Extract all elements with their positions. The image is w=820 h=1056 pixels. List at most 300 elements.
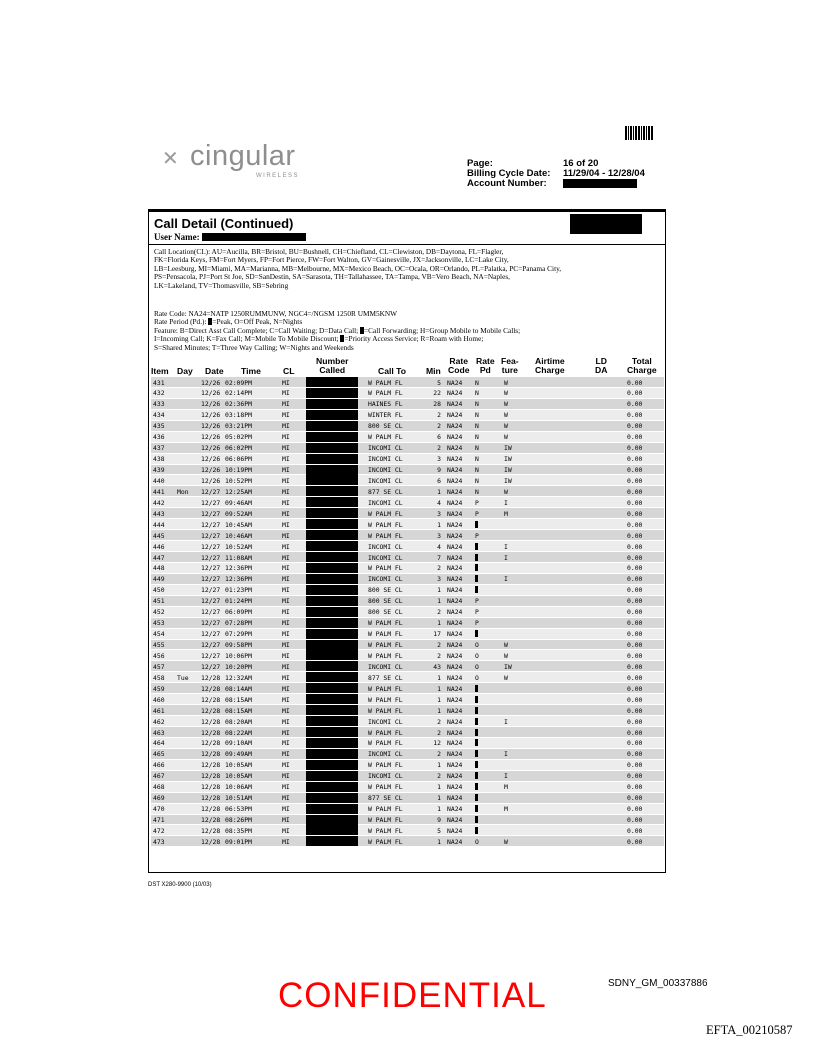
minutes-cell: 2 bbox=[437, 651, 441, 660]
location-cell: MI bbox=[282, 816, 290, 824]
item-cell: 451 bbox=[153, 597, 165, 606]
rate-period-cell: N bbox=[475, 389, 479, 398]
rate-code-cell: NA24 bbox=[447, 509, 463, 518]
item-cell: 472 bbox=[153, 826, 165, 835]
rate-code-cell: NA24 bbox=[447, 411, 463, 420]
table-row bbox=[151, 749, 664, 760]
item-cell: 469 bbox=[153, 794, 165, 803]
brand-sub: WIRELESS bbox=[256, 173, 300, 179]
feature-text-3: S=Shared Minutes; T=Three Way Calling; W=Nights and Weekends bbox=[154, 342, 354, 352]
rate-period-cell: N bbox=[475, 411, 479, 420]
rate-code-cell: NA24 bbox=[447, 455, 463, 464]
date-cell: 12/27 bbox=[201, 564, 221, 573]
date-cell: 12/26 bbox=[201, 400, 221, 409]
date-cell: 12/28 bbox=[201, 706, 221, 715]
date-cell: 12/26 bbox=[201, 378, 221, 387]
time-cell: 10:05AM bbox=[225, 761, 252, 770]
table-row bbox=[151, 825, 664, 836]
total-charge-cell: 0.00 bbox=[627, 651, 643, 660]
table-row bbox=[151, 454, 664, 465]
item-cell: 457 bbox=[153, 662, 165, 671]
date-cell: 12/28 bbox=[201, 695, 221, 704]
item-cell: 441 bbox=[153, 487, 165, 496]
table-row bbox=[151, 574, 664, 585]
total-charge-cell: 0.00 bbox=[627, 837, 643, 846]
feature-cell: I bbox=[504, 772, 508, 781]
item-cell: 460 bbox=[153, 695, 165, 704]
date-cell: 12/28 bbox=[201, 739, 221, 748]
table-row bbox=[151, 727, 664, 738]
item-cell: 445 bbox=[153, 531, 165, 540]
item-cell: 453 bbox=[153, 619, 165, 628]
call-to-cell: W PALM FL bbox=[368, 520, 403, 529]
item-cell: 473 bbox=[153, 837, 165, 846]
rate-code-cell: NA24 bbox=[447, 575, 463, 584]
time-cell: 02:14PM bbox=[225, 389, 252, 398]
rate-code-cell: NA24 bbox=[447, 651, 463, 660]
total-charge-cell: 0.00 bbox=[627, 597, 643, 606]
number-called-redaction bbox=[306, 782, 358, 792]
call-to-cell: INCOMI CL bbox=[368, 466, 403, 474]
user-name-redaction bbox=[202, 233, 306, 241]
call-to-cell: INCOMI CL bbox=[368, 476, 403, 485]
location-cell: MI bbox=[282, 651, 290, 660]
minutes-cell: 2 bbox=[437, 728, 441, 737]
time-cell: 12:36PM bbox=[225, 564, 252, 573]
table-row bbox=[151, 585, 664, 596]
total-charge-cell: 0.00 bbox=[627, 476, 643, 485]
date-cell: 12/28 bbox=[201, 761, 221, 770]
number-called-redaction bbox=[306, 825, 358, 835]
rate-code-cell: NA24 bbox=[447, 466, 463, 474]
rate-code-cell: NA24 bbox=[447, 444, 463, 453]
feature-cell: W bbox=[504, 400, 508, 409]
col-total: Total Charge bbox=[627, 356, 657, 375]
date-cell: 12/28 bbox=[201, 805, 221, 814]
table-row bbox=[151, 475, 664, 486]
item-cell: 467 bbox=[153, 772, 165, 781]
number-called-redaction bbox=[306, 705, 358, 715]
date-cell: 12/27 bbox=[201, 509, 221, 518]
table-row bbox=[151, 443, 664, 454]
feature-cell: I bbox=[504, 575, 508, 584]
minutes-cell: 1 bbox=[437, 706, 441, 715]
item-cell: 461 bbox=[153, 706, 165, 715]
date-cell: 12/27 bbox=[201, 487, 221, 496]
time-cell: 08:35PM bbox=[225, 826, 252, 835]
rate-period-cell: N bbox=[475, 487, 479, 496]
day-cell: Mon bbox=[177, 487, 189, 496]
call-to-cell: W PALM FL bbox=[368, 641, 403, 649]
rate-period-cell bbox=[475, 750, 478, 758]
number-called-redaction bbox=[306, 585, 358, 595]
feature-cell: W bbox=[504, 651, 508, 660]
time-cell: 10:52AM bbox=[225, 542, 252, 551]
location-cell: MI bbox=[282, 378, 290, 387]
item-cell: 450 bbox=[153, 586, 165, 595]
number-called-redaction bbox=[306, 563, 358, 573]
rate-period-cell: P bbox=[475, 619, 479, 628]
time-cell: 10:06AM bbox=[225, 783, 252, 792]
rate-period-cell: N bbox=[475, 455, 479, 464]
total-charge-cell: 0.00 bbox=[627, 520, 643, 529]
time-cell: 09:58PM bbox=[225, 641, 252, 649]
table-header bbox=[149, 357, 665, 377]
time-cell: 09:01PM bbox=[225, 837, 252, 846]
table-row bbox=[151, 410, 664, 421]
time-cell: 12:25AM bbox=[225, 487, 252, 496]
billing-info bbox=[467, 159, 645, 189]
table-row bbox=[151, 563, 664, 574]
rate-period-cell bbox=[475, 827, 478, 835]
number-called-redaction bbox=[306, 432, 358, 442]
time-cell: 10:52PM bbox=[225, 476, 252, 485]
call-to-cell: W PALM FL bbox=[368, 378, 403, 387]
table-row bbox=[151, 705, 664, 716]
col-feature: Fea- ture bbox=[501, 356, 519, 375]
location-cell: MI bbox=[282, 662, 290, 671]
minutes-cell: 12 bbox=[433, 739, 441, 748]
date-cell: 12/27 bbox=[201, 498, 221, 507]
table-row bbox=[151, 661, 664, 672]
minutes-cell: 1 bbox=[437, 619, 441, 628]
item-cell: 456 bbox=[153, 651, 165, 660]
minutes-cell: 1 bbox=[437, 673, 441, 682]
rate-period-cell: N bbox=[475, 433, 479, 442]
time-cell: 01:24PM bbox=[225, 597, 252, 606]
item-cell: 463 bbox=[153, 728, 165, 737]
rate-code-cell: NA24 bbox=[447, 619, 463, 628]
account-number-label: Account Number: bbox=[467, 178, 547, 189]
feature-cell: W bbox=[504, 673, 508, 682]
number-called-redaction bbox=[306, 640, 358, 650]
minutes-cell: 2 bbox=[437, 641, 441, 649]
rate-code-cell: NA24 bbox=[447, 837, 463, 846]
rate-code-cell: NA24 bbox=[447, 728, 463, 737]
item-cell: 449 bbox=[153, 575, 165, 584]
feature-cell: I bbox=[504, 498, 508, 507]
total-charge-cell: 0.00 bbox=[627, 531, 643, 540]
number-called-redaction bbox=[306, 629, 358, 639]
number-called-redaction bbox=[306, 421, 358, 431]
call-to-cell: W PALM FL bbox=[368, 783, 403, 792]
divider bbox=[149, 244, 665, 245]
location-cell: MI bbox=[282, 619, 290, 628]
page-label: Page: bbox=[467, 158, 493, 169]
day-cell: Tue bbox=[177, 673, 189, 682]
date-cell: 12/28 bbox=[201, 750, 221, 759]
total-charge-cell: 0.00 bbox=[627, 400, 643, 409]
rate-code-cell: NA24 bbox=[447, 783, 463, 792]
location-cell: MI bbox=[282, 717, 290, 726]
number-called-redaction bbox=[306, 388, 358, 398]
total-charge-cell: 0.00 bbox=[627, 553, 643, 562]
rate-code-cell: NA24 bbox=[447, 826, 463, 835]
date-cell: 12/26 bbox=[201, 433, 221, 442]
minutes-cell: 2 bbox=[437, 444, 441, 453]
rate-code-cell: NA24 bbox=[447, 816, 463, 824]
title-redaction bbox=[570, 214, 642, 234]
item-cell: 436 bbox=[153, 433, 165, 442]
total-charge-cell: 0.00 bbox=[627, 498, 643, 507]
account-number-redaction bbox=[563, 179, 637, 188]
minutes-cell: 1 bbox=[437, 761, 441, 770]
date-cell: 12/26 bbox=[201, 389, 221, 398]
total-charge-cell: 0.00 bbox=[627, 739, 643, 748]
total-charge-cell: 0.00 bbox=[627, 466, 643, 474]
col-item: Item bbox=[151, 366, 169, 376]
date-cell: 12/27 bbox=[201, 651, 221, 660]
location-cell: MI bbox=[282, 444, 290, 453]
rate-period-cell: O bbox=[475, 662, 479, 671]
item-cell: 459 bbox=[153, 684, 165, 693]
call-to-cell: W PALM FL bbox=[368, 531, 403, 540]
location-cell: MI bbox=[282, 739, 290, 748]
call-to-cell: W PALM FL bbox=[368, 564, 403, 573]
feature-cell: IW bbox=[504, 455, 512, 464]
rate-code-cell: NA24 bbox=[447, 586, 463, 595]
rate-period-cell bbox=[475, 543, 478, 551]
total-charge-cell: 0.00 bbox=[627, 750, 643, 759]
total-charge-cell: 0.00 bbox=[627, 826, 643, 835]
total-charge-cell: 0.00 bbox=[627, 761, 643, 770]
minutes-cell: 1 bbox=[437, 837, 441, 846]
rate-code-cell: NA24 bbox=[447, 422, 463, 431]
total-charge-cell: 0.00 bbox=[627, 695, 643, 704]
col-date: Date bbox=[205, 366, 224, 376]
item-cell: 431 bbox=[153, 378, 165, 387]
location-cell: MI bbox=[282, 597, 290, 606]
date-cell: 12/26 bbox=[201, 476, 221, 485]
feature-cell: I bbox=[504, 553, 508, 562]
location-cell: MI bbox=[282, 509, 290, 518]
rate-period-cell bbox=[475, 739, 478, 747]
number-called-redaction bbox=[306, 804, 358, 814]
table-row bbox=[151, 793, 664, 804]
feature-cell: M bbox=[504, 509, 508, 518]
number-called-redaction bbox=[306, 552, 358, 562]
rate-period-cell: N bbox=[475, 400, 479, 409]
rate-period-cell bbox=[475, 575, 478, 583]
minutes-cell: 1 bbox=[437, 586, 441, 595]
call-to-cell: W PALM FL bbox=[368, 816, 403, 824]
date-cell: 12/28 bbox=[201, 794, 221, 803]
minutes-cell: 5 bbox=[437, 826, 441, 835]
total-charge-cell: 0.00 bbox=[627, 816, 643, 824]
table-row bbox=[151, 508, 664, 519]
number-called-redaction bbox=[306, 650, 358, 660]
call-to-cell: WINTER FL bbox=[368, 411, 403, 420]
rate-code-cell: NA24 bbox=[447, 739, 463, 748]
number-called-redaction bbox=[306, 760, 358, 770]
item-cell: 470 bbox=[153, 805, 165, 814]
time-cell: 12:36PM bbox=[225, 575, 252, 584]
call-to-cell: INCOMI CL bbox=[368, 498, 403, 507]
table-row bbox=[151, 421, 664, 432]
number-called-redaction bbox=[306, 749, 358, 759]
location-cell: MI bbox=[282, 564, 290, 573]
date-cell: 12/27 bbox=[201, 553, 221, 562]
number-called-redaction bbox=[306, 672, 358, 682]
location-cell: MI bbox=[282, 706, 290, 715]
feature-cell: W bbox=[504, 422, 508, 431]
location-cell: MI bbox=[282, 476, 290, 485]
minutes-cell: 5 bbox=[437, 378, 441, 387]
rate-code-cell: NA24 bbox=[447, 378, 463, 387]
feature-cell: W bbox=[504, 837, 508, 846]
time-cell: 10:05AM bbox=[225, 772, 252, 781]
total-charge-cell: 0.00 bbox=[627, 673, 643, 682]
brand-name: cingular bbox=[190, 140, 296, 172]
rate-code-cell: NA24 bbox=[447, 761, 463, 770]
total-charge-cell: 0.00 bbox=[627, 794, 643, 803]
rate-period-cell: O bbox=[475, 673, 479, 682]
rate-code-cell: NA24 bbox=[447, 400, 463, 409]
minutes-cell: 9 bbox=[437, 816, 441, 824]
rate-period-cell: O bbox=[475, 837, 479, 846]
form-code: DST X280-9900 (10/03) bbox=[148, 882, 212, 888]
total-charge-cell: 0.00 bbox=[627, 630, 643, 639]
minutes-cell: 1 bbox=[437, 487, 441, 496]
minutes-cell: 1 bbox=[437, 520, 441, 529]
item-cell: 448 bbox=[153, 564, 165, 573]
location-cell: MI bbox=[282, 837, 290, 846]
time-cell: 06:53PM bbox=[225, 805, 252, 814]
total-charge-cell: 0.00 bbox=[627, 487, 643, 496]
table-row bbox=[151, 804, 664, 815]
rate-code-cell: NA24 bbox=[447, 717, 463, 726]
number-called-redaction bbox=[306, 815, 358, 825]
call-to-cell: W PALM FL bbox=[368, 695, 403, 704]
location-cell: MI bbox=[282, 673, 290, 682]
rate-period-cell: P bbox=[475, 509, 479, 518]
date-cell: 12/27 bbox=[201, 575, 221, 584]
item-cell: 435 bbox=[153, 422, 165, 431]
date-cell: 12/26 bbox=[201, 444, 221, 453]
date-cell: 12/27 bbox=[201, 662, 221, 671]
date-cell: 12/27 bbox=[201, 520, 221, 529]
number-called-redaction bbox=[306, 596, 358, 606]
location-cell: MI bbox=[282, 411, 290, 420]
call-to-cell: W PALM FL bbox=[368, 761, 403, 770]
feature-cell: W bbox=[504, 411, 508, 420]
rate-code-cell: NA24 bbox=[447, 805, 463, 814]
rate-code-cell: NA24 bbox=[447, 564, 463, 573]
table-row bbox=[151, 683, 664, 694]
number-called-redaction bbox=[306, 694, 358, 704]
table-row bbox=[151, 432, 664, 443]
col-call-to: Call To bbox=[378, 366, 407, 376]
table-row bbox=[151, 497, 664, 508]
call-to-cell: W PALM FL bbox=[368, 826, 403, 835]
item-cell: 437 bbox=[153, 444, 165, 453]
date-cell: 12/27 bbox=[201, 597, 221, 606]
total-charge-cell: 0.00 bbox=[627, 706, 643, 715]
time-cell: 05:02PM bbox=[225, 433, 252, 442]
call-to-cell: INCOMI CL bbox=[368, 662, 403, 671]
number-called-redaction bbox=[306, 683, 358, 693]
table-row bbox=[151, 836, 664, 847]
minutes-cell: 4 bbox=[437, 542, 441, 551]
location-cell: MI bbox=[282, 826, 290, 835]
rate-code-cell: NA24 bbox=[447, 553, 463, 562]
feature-text-2: I=Incoming Call; K=Fax Call; M=Mobile To Mobile Discount; =Priority Access Service; R=Roam with Home; bbox=[154, 334, 484, 344]
call-to-cell: 800 SE CL bbox=[368, 608, 403, 617]
minutes-cell: 2 bbox=[437, 564, 441, 573]
location-cell: MI bbox=[282, 455, 290, 464]
date-cell: 12/28 bbox=[201, 684, 221, 693]
total-charge-cell: 0.00 bbox=[627, 433, 643, 442]
col-rate-pd: Rate Pd bbox=[476, 356, 495, 375]
total-charge-cell: 0.00 bbox=[627, 389, 643, 398]
rate-code-text: Rate Code: NA24=NATP 1250RUMMUNW, NGC4=/NGSM 1250R UMM5KNW bbox=[154, 309, 398, 318]
call-to-cell: W PALM FL bbox=[368, 630, 403, 639]
rate-period-cell bbox=[475, 772, 478, 780]
rate-period-cell bbox=[475, 696, 478, 704]
feature-cell: M bbox=[504, 783, 508, 792]
item-cell: 440 bbox=[153, 476, 165, 485]
feature-cell: W bbox=[504, 433, 508, 442]
minutes-cell: 1 bbox=[437, 783, 441, 792]
table-row bbox=[151, 596, 664, 607]
date-cell: 12/26 bbox=[201, 411, 221, 420]
total-charge-cell: 0.00 bbox=[627, 586, 643, 595]
call-to-cell: INCOMI CL bbox=[368, 575, 403, 584]
feature-cell: IW bbox=[504, 476, 512, 485]
rate-code-cell: NA24 bbox=[447, 641, 463, 649]
time-cell: 10:51AM bbox=[225, 794, 252, 803]
location-cell: MI bbox=[282, 641, 290, 649]
date-cell: 12/28 bbox=[201, 717, 221, 726]
call-to-cell: 877 SE CL bbox=[368, 673, 403, 682]
date-cell: 12/28 bbox=[201, 728, 221, 737]
number-called-redaction bbox=[306, 519, 358, 529]
call-to-cell: INCOMI CL bbox=[368, 750, 403, 759]
date-cell: 12/28 bbox=[201, 816, 221, 824]
rate-code-cell: NA24 bbox=[447, 706, 463, 715]
location-cell: MI bbox=[282, 695, 290, 704]
page-value: 16 of 20 bbox=[563, 158, 599, 169]
call-to-cell: W PALM FL bbox=[368, 728, 403, 737]
time-cell: 07:28PM bbox=[225, 619, 252, 628]
billing-cycle-label: Billing Cycle Date: bbox=[467, 168, 551, 179]
user-name bbox=[154, 232, 306, 242]
minutes-cell: 2 bbox=[437, 608, 441, 617]
date-cell: 12/28 bbox=[201, 826, 221, 835]
date-cell: 12/27 bbox=[201, 531, 221, 540]
feature-text: Feature: B=Direct Asst Call Complete; C=Call Waiting; D=Data Call; =Call Forwarding; H=Group Mobile to Mobile Calls; bbox=[154, 325, 521, 335]
table-row bbox=[151, 650, 664, 661]
call-to-cell: W PALM FL bbox=[368, 619, 403, 628]
rate-code-cell: NA24 bbox=[447, 750, 463, 759]
call-to-cell: 800 SE CL bbox=[368, 586, 403, 595]
call-to-cell: W PALM FL bbox=[368, 433, 403, 442]
rate-code-cell: NA24 bbox=[447, 662, 463, 671]
time-cell: 12:32AM bbox=[225, 673, 252, 682]
feature-cell: I bbox=[504, 717, 508, 726]
number-called-redaction bbox=[306, 530, 358, 540]
rate-code-cell: NA24 bbox=[447, 608, 463, 617]
date-cell: 12/27 bbox=[201, 608, 221, 617]
rate-period-cell bbox=[475, 554, 478, 562]
location-cell: MI bbox=[282, 400, 290, 409]
col-ld-da: LD DA bbox=[595, 356, 608, 375]
minutes-cell: 17 bbox=[433, 630, 441, 639]
item-cell: 438 bbox=[153, 455, 165, 464]
call-location-legend: Call Location(CL): AU=Aucilla, BR=Bristol, BU=Bushnell, CH=Chiefland, CL=Clewiston, DB=Daytona, FL=Flagler, FK=Florida Keys, FM=Fort Myers, FP=Fort Pierce, FW=Fort Walton, GV=Gainesville, JX=Jacksonville, LC=Lake City, LB=Leesburg, MI=Miami, MA=Marianna, MB=Melbourne, MX=Mexico Beach, OC=Ocala, OR=Orlando, PL=Palatka, PC=Panama City, PS=Pensacola, PJ=Port St Joe, SD=SanDestin, SA=Sarasota, TH=Tallahassee, TA=Tampa, VB=Vero Beach, NA=Naples, LK=Lakeland, TV=Thomasville, SB=Sebring bbox=[154, 247, 562, 290]
item-cell: 439 bbox=[153, 466, 165, 474]
rate-period-cell: P bbox=[475, 608, 479, 617]
